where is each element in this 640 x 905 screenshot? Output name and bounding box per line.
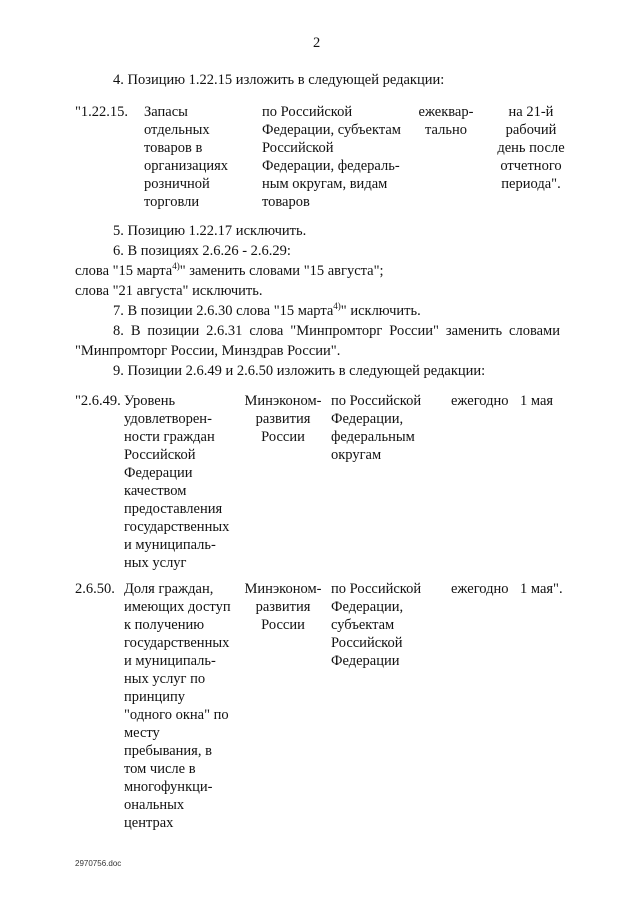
cell-line: имеющих доступ bbox=[124, 599, 231, 615]
row-2-6-49-name bbox=[124, 392, 229, 572]
cell-line: ных услуг bbox=[124, 555, 187, 571]
row-2-6-50-name bbox=[124, 580, 231, 832]
cell-line: качеством bbox=[124, 483, 187, 499]
cell-line: Минэконом- bbox=[244, 393, 322, 409]
cell-line: товаров в bbox=[144, 140, 203, 156]
cell-line: по Российской bbox=[331, 393, 422, 409]
cell-line: периода". bbox=[501, 176, 561, 192]
cell-line: принципу bbox=[124, 689, 186, 705]
row-1-22-15-code: "1.22.15. bbox=[75, 104, 129, 120]
cell-line: ежеквар- bbox=[418, 104, 474, 120]
cell-line: государственных bbox=[124, 635, 230, 651]
cell-line: Федерации, bbox=[331, 411, 404, 427]
cell-line: Российской bbox=[262, 140, 334, 156]
cell-line: Федерации bbox=[331, 653, 400, 669]
cell-line: пребывания, в bbox=[124, 743, 212, 759]
cell-line: ным округам, видам bbox=[262, 176, 388, 192]
cell-line: России bbox=[261, 617, 305, 633]
footer-filename: 2970756.doc bbox=[75, 859, 122, 868]
cell-line: Федерации bbox=[124, 465, 193, 481]
item-4-text: 4. Позицию 1.22.15 изложить в следующей редакции: bbox=[113, 72, 445, 88]
cell-line: государственных bbox=[124, 519, 230, 535]
item-7-text: 7. В позиции 2.6.30 слова "15 марта$^{4)}$" исключить. bbox=[113, 301, 421, 319]
cell-line: розничной bbox=[144, 176, 210, 192]
cell-line: округам bbox=[331, 447, 382, 463]
row-1-22-15-name bbox=[144, 103, 228, 211]
item-6b-text: слова "21 августа" исключить. bbox=[75, 283, 263, 299]
item-9-text: 9. Позиции 2.6.49 и 2.6.50 изложить в следующей редакции: bbox=[113, 363, 486, 379]
row-2-6-50-agency bbox=[241, 580, 325, 634]
cell-line: ности граждан bbox=[124, 429, 215, 445]
cell-line: организациях bbox=[144, 158, 229, 174]
row-2-6-49-code: "2.6.49. bbox=[75, 393, 121, 409]
cell-line: Уровень bbox=[124, 393, 176, 409]
cell-line: развития bbox=[255, 599, 311, 615]
row-1-22-15-breakdown bbox=[262, 103, 401, 211]
cell-line: и муниципаль- bbox=[124, 537, 216, 553]
cell-line: "одного окна" по bbox=[124, 707, 229, 723]
row-2-6-49-deadline: 1 мая bbox=[520, 393, 554, 409]
item-8-line-1: 8. В позиции 2.6.31 слова "Минпромторг России" заменить словами bbox=[113, 323, 560, 339]
row-2-6-49-breakdown bbox=[331, 392, 421, 464]
cell-line: по Российской bbox=[331, 581, 422, 597]
cell-line: ных услуг по bbox=[124, 671, 206, 687]
cell-line: торговли bbox=[144, 194, 200, 210]
cell-line: месту bbox=[124, 725, 160, 741]
cell-line: Доля граждан, bbox=[124, 581, 214, 597]
cell-line: рабочий bbox=[505, 122, 557, 138]
cell-line: центрах bbox=[124, 815, 174, 831]
row-2-6-49-agency bbox=[241, 392, 325, 446]
cell-line: Запасы bbox=[144, 104, 188, 120]
item-6-text: 6. В позициях 2.6.26 - 2.6.29: bbox=[113, 243, 291, 259]
cell-line: день после bbox=[497, 140, 565, 156]
cell-line: Российской bbox=[331, 635, 403, 651]
cell-line: Минэконом- bbox=[244, 581, 322, 597]
cell-line: Федерации, федераль- bbox=[262, 158, 400, 174]
item-6a-text: слова "15 марта$^{4)}$" заменить словами "15 августа"; bbox=[75, 261, 384, 279]
cell-line: отдельных bbox=[144, 122, 210, 138]
cell-line: ональных bbox=[124, 797, 185, 813]
cell-line: и муниципаль- bbox=[124, 653, 216, 669]
cell-line: на 21-й bbox=[508, 104, 554, 120]
cell-line: к получению bbox=[124, 617, 205, 633]
cell-line: Федерации, bbox=[331, 599, 404, 615]
cell-line: предоставления bbox=[124, 501, 223, 517]
cell-line: Федерации, субъектам bbox=[262, 122, 401, 138]
row-2-6-49-period: ежегодно bbox=[451, 393, 509, 409]
cell-line: отчетного bbox=[500, 158, 562, 174]
cell-line: по Российской bbox=[262, 104, 353, 120]
row-1-22-15-deadline bbox=[480, 103, 582, 193]
cell-line: России bbox=[261, 429, 305, 445]
item-5-text: 5. Позицию 1.22.17 исключить. bbox=[113, 223, 307, 239]
row-2-6-50-period: ежегодно bbox=[451, 581, 509, 597]
row-2-6-50-code: 2.6.50. bbox=[75, 581, 115, 597]
row-2-6-50-deadline: 1 мая". bbox=[520, 581, 563, 597]
row-2-6-50-breakdown bbox=[331, 580, 421, 670]
item-8-line-2: "Минпромторг России, Минздрав России". bbox=[75, 343, 341, 359]
cell-line: Российской bbox=[124, 447, 196, 463]
row-1-22-15-period bbox=[410, 103, 482, 139]
cell-line: развития bbox=[255, 411, 311, 427]
cell-line: товаров bbox=[262, 194, 310, 210]
cell-line: субъектам bbox=[331, 617, 395, 633]
cell-line: том числе в bbox=[124, 761, 196, 777]
page-number: 2 bbox=[313, 35, 321, 51]
cell-line: удовлетворен- bbox=[124, 411, 212, 427]
cell-line: федеральным bbox=[331, 429, 415, 445]
cell-line: многофункци- bbox=[124, 779, 213, 795]
cell-line: тально bbox=[425, 122, 467, 138]
